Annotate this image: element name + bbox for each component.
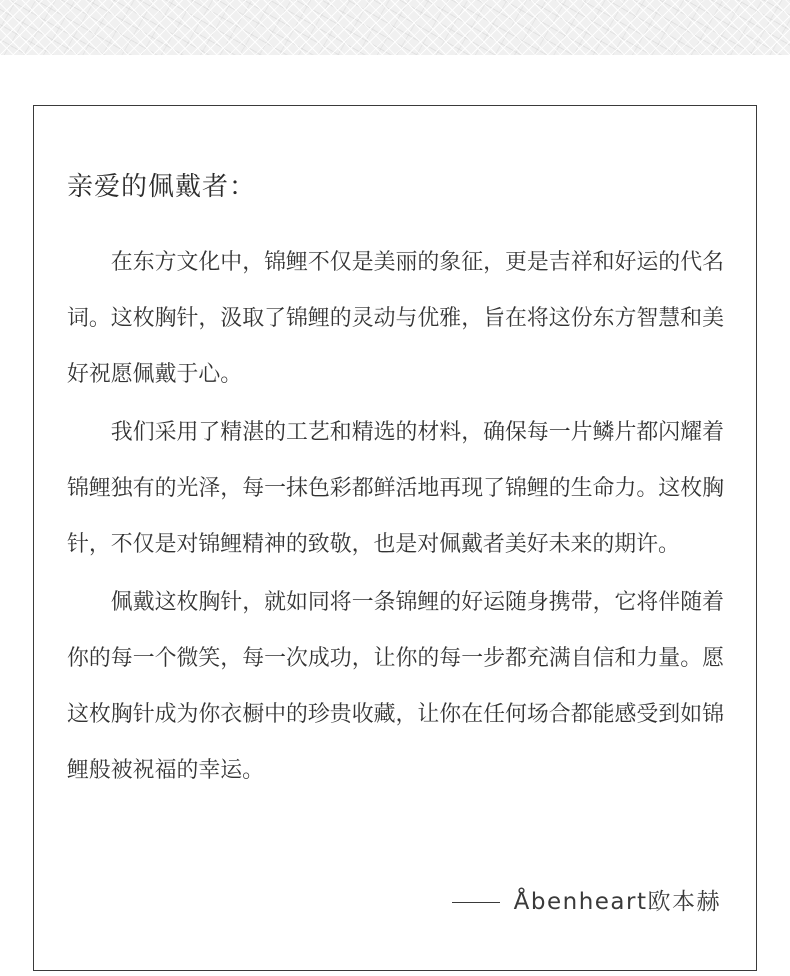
signature-brand: Åbenheart欧本赫	[513, 889, 721, 915]
letter-card	[33, 105, 757, 971]
signature-dash	[452, 902, 500, 903]
letter-paragraph: 在东方文化中，锦鲤不仅是美丽的象征，更是吉祥和好运的代名词。这枚胸针，汲取了锦鲤的灵动与优雅，旨在将这份东方智慧和美好祝愿佩戴于心。	[67, 250, 724, 387]
decorative-top-pattern	[0, 0, 790, 55]
letter-paragraph: 我们采用了精湛的工艺和精选的材料，确保每一片鳞片都闪耀着锦鲤独有的光泽，每一抹色彩都鲜活地再现了锦鲤的生命力。这枚胸针，不仅是对锦鲤精神的致敬，也是对佩戴者美好未来的期许。	[67, 420, 724, 557]
letter-salutation: 亲爱的佩戴者：	[67, 172, 257, 202]
letter-signature	[452, 886, 721, 918]
letter-body	[67, 235, 724, 801]
letter-paragraph: 佩戴这枚胸针，就如同将一条锦鲤的好运随身携带，它将伴随着你的每一个微笑，每一次成功，让你的每一步都充满自信和力量。愿这枚胸针成为你衣橱中的珍贵收藏，让你在任何场合都能感受到如锦鲤般被祝福的幸运。	[67, 590, 724, 783]
